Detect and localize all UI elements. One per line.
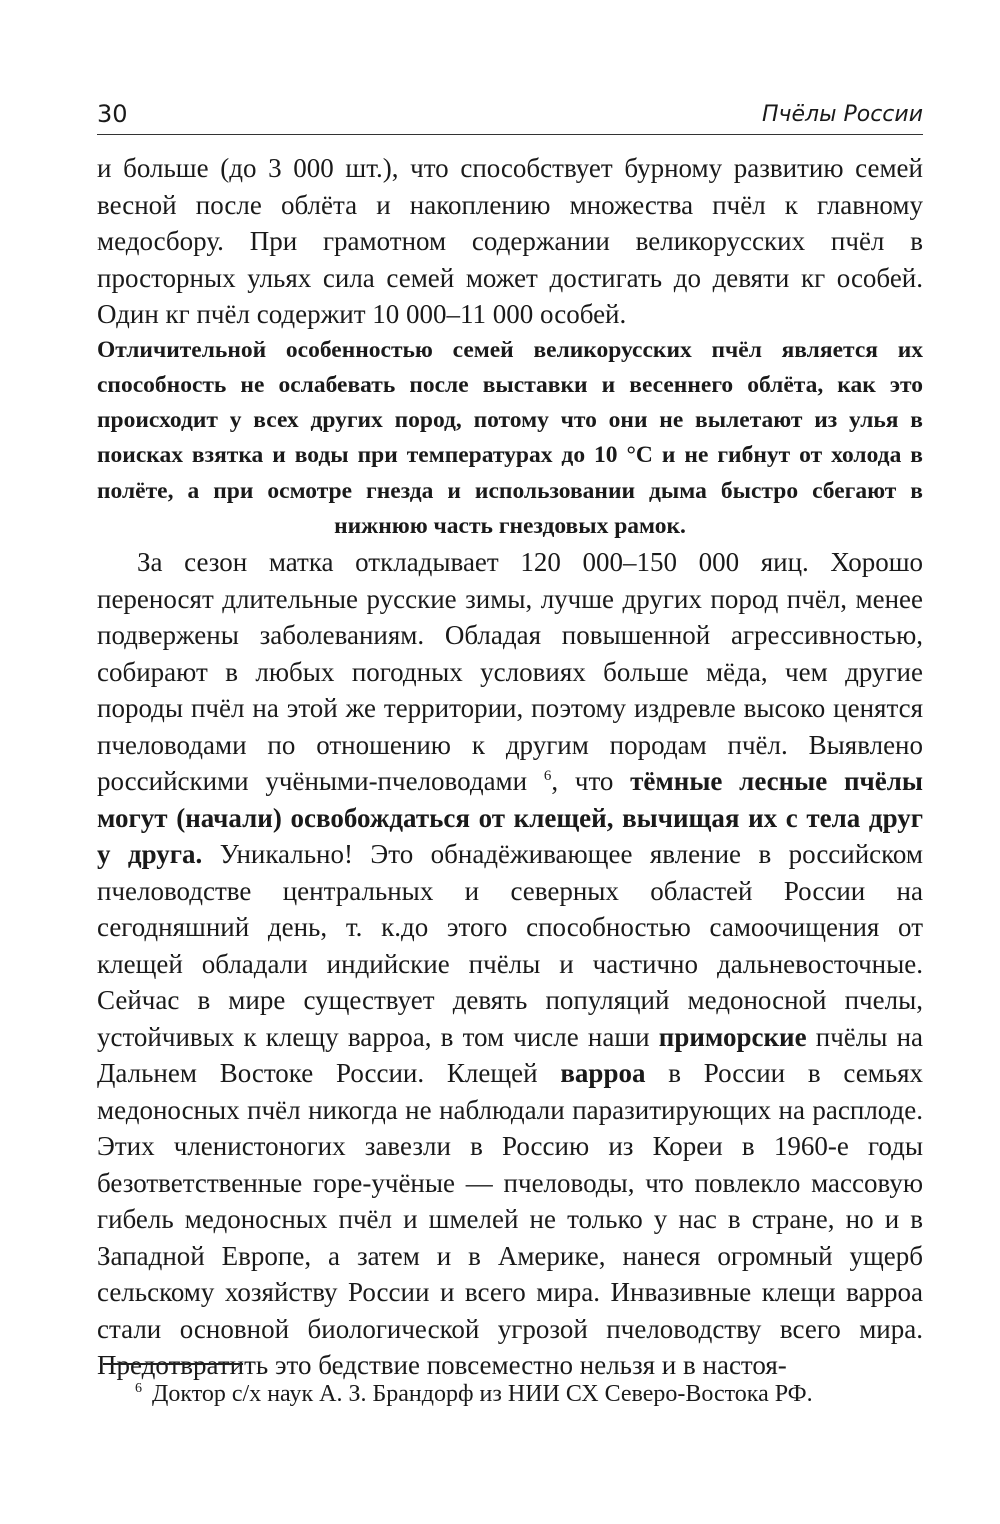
- bold-text: варроа: [560, 1058, 646, 1089]
- footnote-reference[interactable]: 6: [543, 768, 552, 785]
- page-number: 30: [97, 100, 128, 128]
- highlight-callout: Отличительной особенностью семей великорусских пчёл является их способность не ослабевать после выставки и весеннего облёта, как это происходит у всех других пород, потому что они не вылетают из улья в поисках взятка и воды при температурах до 10 °С и не гибнут от холода в полёте, а при осмотре гнезда и использовании дыма быстро сбегают в нижнюю часть гнездовых рамок.: [97, 336, 923, 539]
- paragraph-main: [97, 544, 923, 1384]
- footnote: [135, 1378, 925, 1410]
- bold-text: приморские: [658, 1021, 807, 1052]
- footnote-divider: [103, 1363, 243, 1365]
- footnote-text: Доктор с/х наук А. З. Брандорф из НИИ СХ Северо-Востока РФ.: [152, 1381, 813, 1407]
- text-span: За сезон матка откладывает 120 000–150 000 яиц. Хорошо переносят длительные русские зимы, лучше других пород пчёл, менее подвержены заболеваниям. Обладая повышенной агрессивностью, собирают в любых погодных условиях больше мёда, чем другие породы пчёл на этой же территории, поэтому издревле высоко ценятся пчеловодами по отношению к другим породам пчёл. Выявлено российскими учёными-пчеловодами: [97, 547, 923, 797]
- paragraph-continuation: и больше (до 3 000 шт.), что способствует бурному развитию семей весной после облёта и накоплению множества пчёл к главному медосбору. При грамотном содержании великорусских пчёл в просторных ульях сила семей может достигать до девяти кг особей. Один кг пчёл содержит 10 000–11 000 особей.: [97, 153, 923, 329]
- running-title: Пчёлы России: [761, 102, 923, 127]
- page-header: [97, 96, 923, 135]
- footnote-number: 6: [135, 1381, 142, 1396]
- text-span: в России в семьях медоносных пчёл никогда не наблюдали паразитирующих на расплоде. Этих членистоногих завезли в Россию из Кореи в 1960-е годы безответственные горе-учёные — пчеловоды, что повлекло массовую гибель медоносных пчёл и шмелей не только у нас в стране, но и в Западной Европе, а затем и в Америке, нанеся огромный ущерб сельскому хозяйству России и всего мира. Инвазивные клещи варроа стали основной биологической угрозой пчеловодству всего мира. Предотвратить это бедствие повсеместно нельзя и в настоя-: [97, 1058, 923, 1381]
- text-span: Уникально! Это обнадёживающее явление в российском пчеловодстве центральных и северных областей России на сегодняшний день, т. к.до этого способностью самоочищения от клещей обладали индийские пчёлы и частично дальневосточные. Сейчас в мире существует девять популяций медоносной пчелы, устойчивых к клещу варроа, в том числе наши: [97, 839, 923, 1052]
- body-text: [97, 150, 923, 1384]
- text-span: пчёлы на Дальнем Востоке России. Клещей: [97, 1021, 923, 1089]
- text-span: , что: [551, 766, 631, 797]
- bold-text: тёмные лесные пчёлы могут (начали) освобождаться от клещей, вычищая их с тела друг у друга.: [97, 766, 923, 870]
